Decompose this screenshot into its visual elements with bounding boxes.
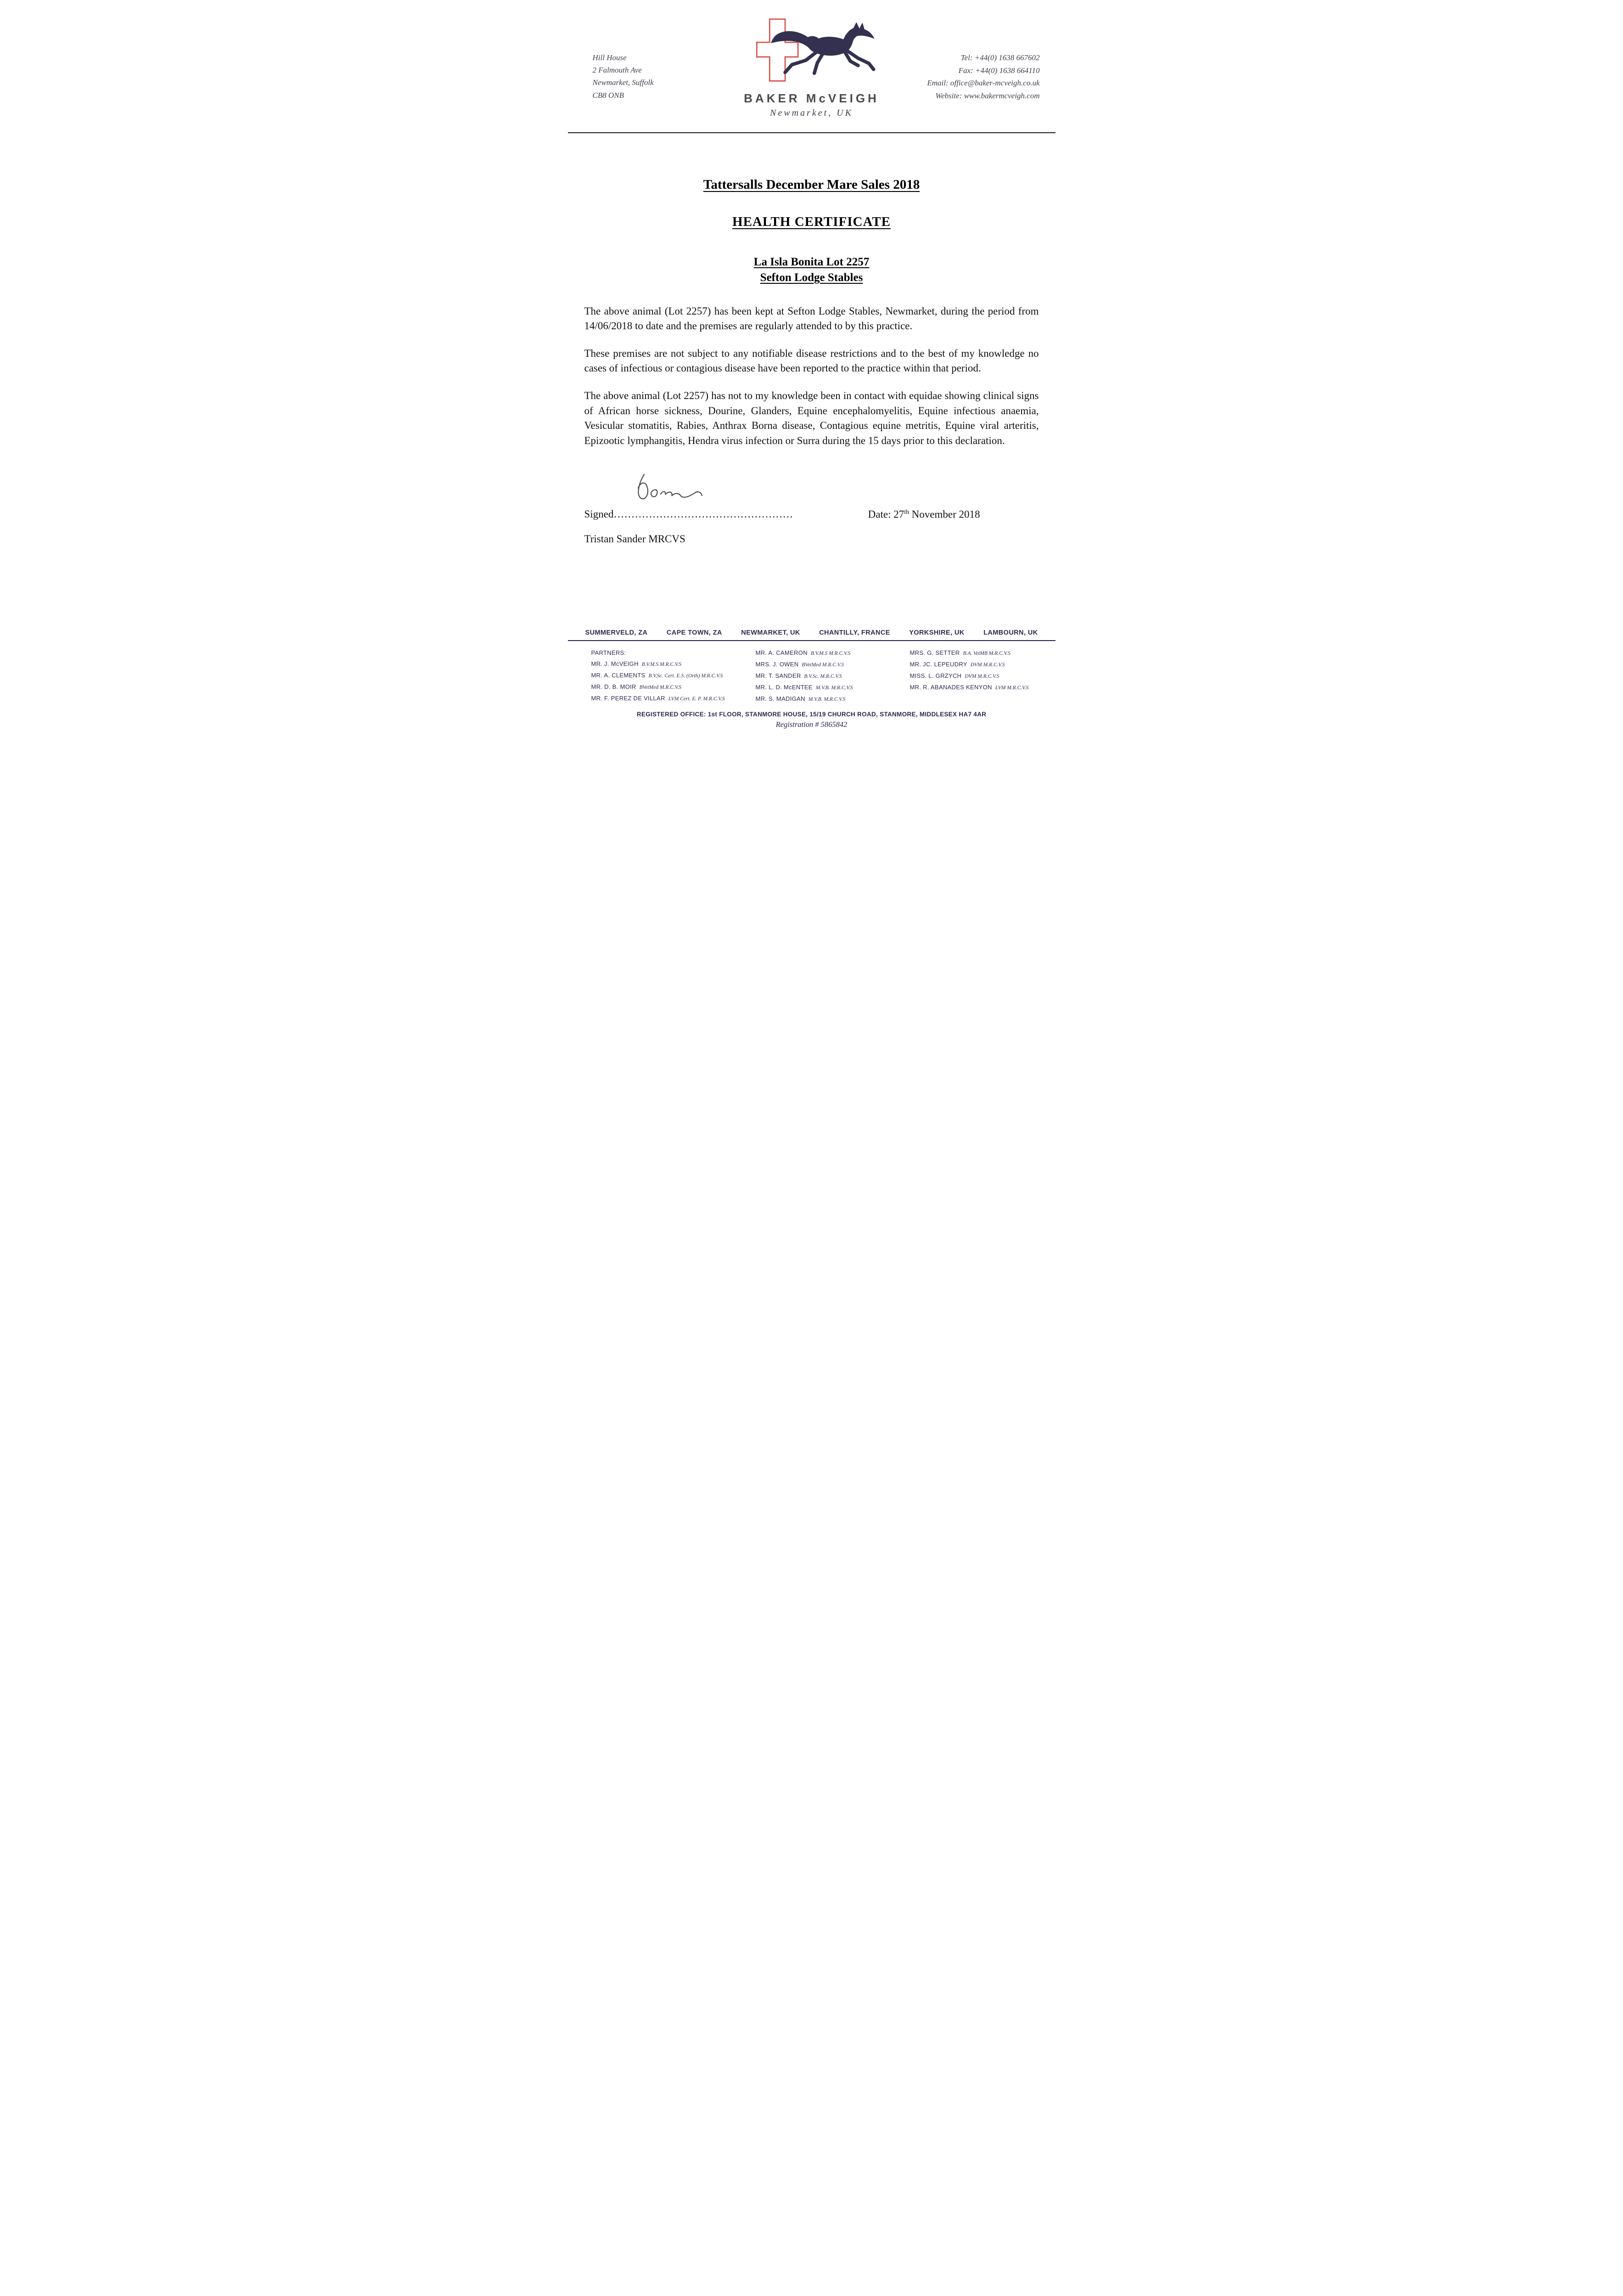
header-divider	[568, 132, 1056, 133]
partners-column-1	[591, 647, 756, 705]
partner-entry: MISS. L. GRZYCH DVM M.R.C.V.S	[910, 672, 1000, 679]
certificate-page	[552, 0, 1071, 734]
partner-entry: MR. R. ABANADES KENYON LVM M.R.C.V.S	[910, 684, 1029, 691]
location: YORKSHIRE, UK	[909, 629, 965, 636]
date-line: Date: 27th November 2018	[868, 508, 980, 520]
horse-lot-line: La Isla Bonita Lot 2257	[753, 256, 870, 268]
partner-entry: MR. L. D. McENTEE M.V.B. M.R.C.V.S	[755, 684, 853, 691]
logo-name: BAKER McVEIGH	[744, 91, 879, 105]
paragraph-premises: The above animal (Lot 2257) has been kept at Sefton Lodge Stables, Newmarket, during the period from 14/06/2018 to date and the premises are regularly attended to by this practice.	[584, 305, 1039, 332]
practice-address	[593, 51, 698, 101]
registration-number: Registration # 5865842	[775, 720, 848, 729]
partner-entry: MR. D. B. MOIR BVetMed M.R.C.V.S	[591, 683, 682, 690]
location: CAPE TOWN, ZA	[666, 629, 722, 636]
location: SUMMERVELD, ZA	[585, 629, 648, 636]
horse-cross-logo-icon	[743, 17, 881, 90]
footer	[552, 629, 1071, 729]
signed-label: Signed……………………………………………	[584, 508, 793, 520]
partner-entry: MR. JC. LEPEUDRY DVM M.R.C.V.S	[910, 661, 1005, 668]
address-line: 2 Falmouth Ave	[592, 66, 642, 75]
document-title: HEALTH CERTIFICATE	[732, 214, 891, 229]
certificate-body	[552, 177, 1071, 545]
subject-block	[584, 254, 1039, 286]
address-line: CB8 ONB	[592, 90, 624, 100]
paragraph-restrictions: These premises are not subject to any notifiable disease restrictions and to the best of my knowledge no cases of infectious or contagious disease have been reported to the practice within that period.	[584, 347, 1039, 374]
letterhead	[552, 0, 1071, 132]
address-line: Hill House	[592, 53, 627, 62]
location: NEWMARKET, UK	[741, 629, 800, 636]
sale-title: Tattersalls December Mare Sales 2018	[703, 177, 920, 192]
signature-area	[584, 470, 1039, 546]
partners-label: PARTNERS:	[591, 649, 626, 656]
practice-contact	[888, 51, 1040, 102]
partner-entry: MR. S. MADIGAN M.V.B. M.R.C.V.S	[755, 695, 846, 702]
partner-entry: MR. F. PEREZ DE VILLAR LVM Cert. E. P. M.R.C.V.S	[591, 695, 725, 702]
registered-office: REGISTERED OFFICE: 1st FLOOR, STANMORE HOUSE, 15/19 CHURCH ROAD, STANMORE, MIDDLESEX HA7 4AR	[636, 711, 987, 718]
location: LAMBOURN, UK	[983, 629, 1038, 636]
partner-entry: MRS. G. SETTER B.A. VetMB M.R.C.V.S	[910, 649, 1011, 656]
partner-entry: MR. J. McVEIGH B.V.M.S M.R.C.V.S	[591, 660, 682, 667]
partner-entry: MRS. J. OWEN BVetMed M.R.C.V.S	[755, 661, 844, 668]
signed-row	[584, 508, 1039, 521]
partners-column-3	[910, 647, 1029, 705]
paragraph-diseases: The above animal (Lot 2257) has not to my knowledge been in contact with equidae showing clinical signs of African horse sickness, Dourine, Glanders, Equine encephalomyelitis, Equine infectious anaemia, Vesicular stomatitis, Rabies, Anthrax Borna disease, Contagious equine metritis, Equine viral arteritis, Epizootic lymphangitis, Hendra virus infection or Surra during the 15 days prior to this declaration.	[584, 390, 1039, 447]
contact-website: Website: www.bakermcveigh.com	[935, 91, 1040, 100]
logo-subtitle: Newmarket, UK	[770, 108, 853, 118]
practice-logo	[729, 17, 894, 118]
stables-line: Sefton Lodge Stables	[760, 271, 863, 284]
partners-column-2	[756, 647, 910, 705]
partners-list	[591, 647, 1071, 705]
office-locations	[585, 629, 1038, 636]
location: CHANTILLY, FRANCE	[819, 629, 890, 636]
signature-scribble	[630, 470, 1039, 506]
contact-tel: Tel: +44(0) 1638 667602	[960, 53, 1040, 62]
signatory-name: Tristan Sander MRCVS	[584, 533, 685, 545]
contact-email: Email: office@baker-mcveigh.co.uk	[927, 79, 1040, 88]
partner-entry: MR. T. SANDER B.V.Sc. M.R.C.V.S	[755, 672, 842, 679]
partner-entry: MR. A. CLEMENTS B.V.Sc. Cert. E.S. (Orth) M.R.C.V.S	[591, 672, 723, 679]
contact-fax: Fax: +44(0) 1638 664110	[958, 66, 1040, 75]
address-line: Newmarket, Suffolk	[592, 78, 654, 87]
partner-entry: MR. A. CAMERON B.V.M.S M.R.C.V.S	[755, 649, 851, 656]
footer-divider	[568, 640, 1056, 641]
